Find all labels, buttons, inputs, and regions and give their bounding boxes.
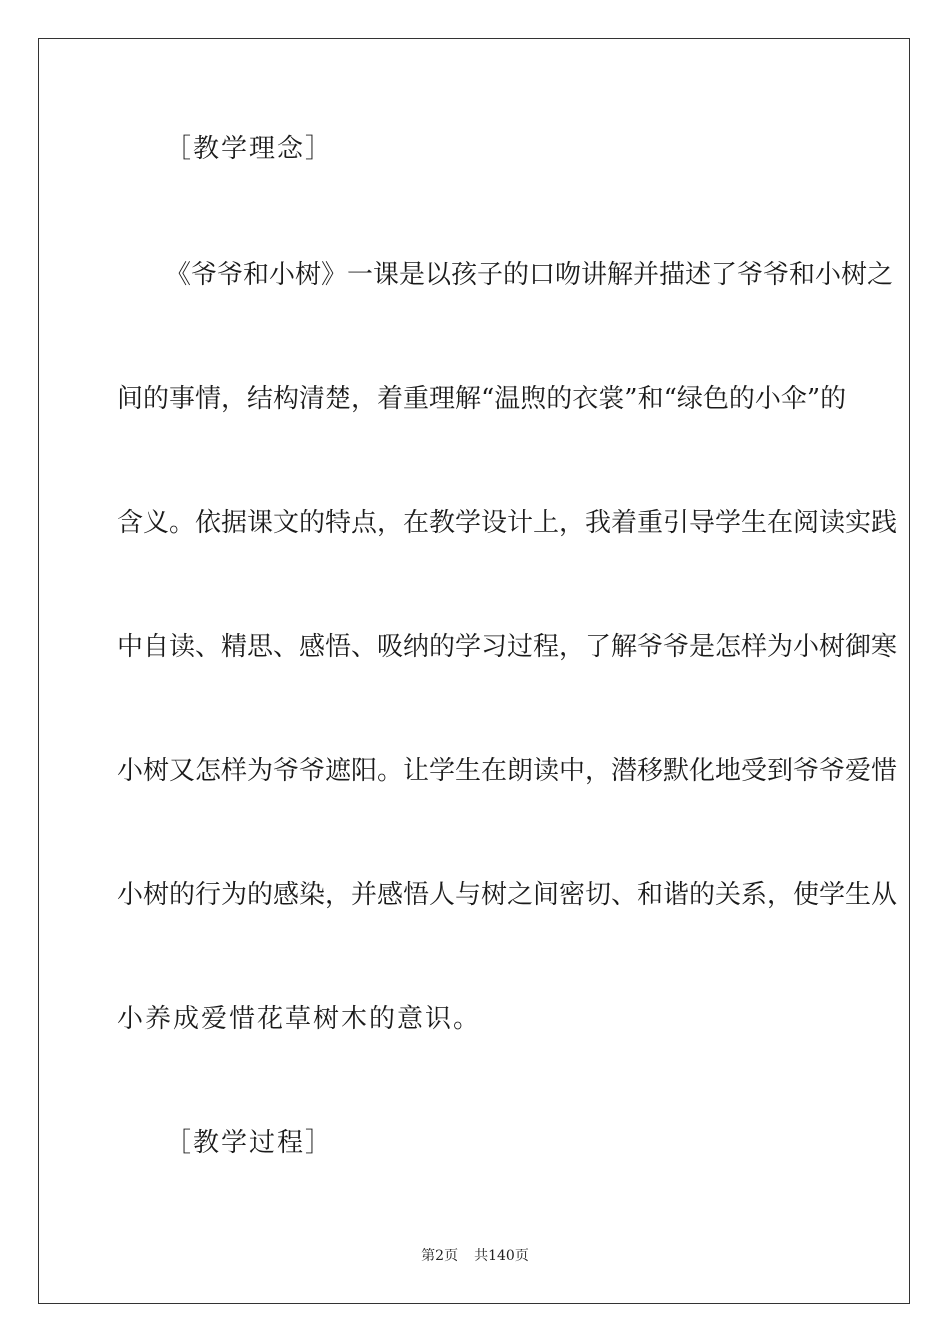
paragraph-line-1: 《爷爷和小树》一课是以孩子的口吻讲解并描述了爷爷和小树之 xyxy=(165,260,894,290)
page-footer xyxy=(0,1246,950,1266)
paragraph-line-6: 小树的行为的感染，并感悟人与树之间密切、和谐的关系，使学生从 xyxy=(117,880,898,910)
paragraph-line-2: 间的事情，结构清楚，着重理解“温煦的衣裳”和“绿色的小伞”的 xyxy=(117,384,847,414)
section-heading-teaching-process: ［教学过程］ xyxy=(165,1128,334,1158)
total-pages: 共140页 xyxy=(474,1248,529,1264)
paragraph-line-4: 中自读、精思、感悟、吸纳的学习过程，了解爷爷是怎样为小树御寒 xyxy=(117,632,898,662)
page-border xyxy=(38,38,910,1304)
paragraph-line-7: 小养成爱惜花草树木的意识。 xyxy=(117,1004,482,1034)
paragraph-line-5: 小树又怎样为爷爷遮阳。让学生在朗读中，潜移默化地受到爷爷爱惜 xyxy=(117,756,898,786)
page-number: 第2页 xyxy=(421,1248,459,1264)
paragraph-line-3: 含义。依据课文的特点，在教学设计上，我着重引导学生在阅读实践 xyxy=(117,508,898,538)
section-heading-teaching-philosophy: ［教学理念］ xyxy=(165,134,334,164)
